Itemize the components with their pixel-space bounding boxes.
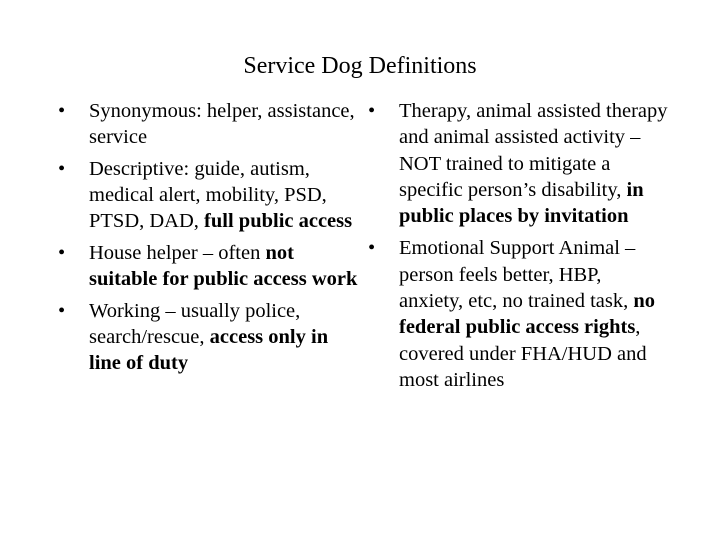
bold-text: full public access <box>204 210 353 232</box>
bullet-item <box>368 235 668 393</box>
bold-text: in public places by invitation <box>399 178 644 228</box>
bullet-dot-icon: • <box>368 237 376 260</box>
bullet-dot-icon: • <box>368 100 376 122</box>
text-run: House helper – often <box>89 242 266 264</box>
bold-text: access only in line of duty <box>89 326 329 374</box>
bullet-item <box>368 98 668 229</box>
bullet-item <box>58 156 358 234</box>
bullet-dot-icon: • <box>58 158 66 180</box>
slide-title: Service Dog Definitions <box>243 53 477 79</box>
bullet-item <box>58 240 358 292</box>
bullet-dot-icon: • <box>58 100 66 122</box>
text-run: , covered under FHA/HUD and most airlines <box>399 316 647 391</box>
text-run: Descriptive: guide, autism, medical alert, mobility, PSD, PTSD, DAD, <box>89 158 327 232</box>
bullet-dot-icon: • <box>58 300 66 322</box>
bullet-dot-icon: • <box>58 242 66 264</box>
bold-text: no federal public access rights <box>399 290 655 339</box>
right-column <box>368 98 668 399</box>
bullet-item <box>58 98 358 150</box>
left-column <box>58 98 358 382</box>
right-bullet-list <box>368 98 668 393</box>
text-run: Emotional Support Animal – person feels better, HBP, anxiety, etc, no trained task, <box>399 237 636 313</box>
text-run: Working – usually police, search/rescue, <box>89 300 301 348</box>
left-bullet-list <box>58 98 358 376</box>
bold-text: not suitable for public access work <box>89 242 358 290</box>
bullet-item <box>58 298 358 376</box>
text-run: Therapy, animal assisted therapy and animal assisted activity – NOT trained to mitigate a specific person’s disability, <box>399 100 668 201</box>
text-run: Synonymous: helper, assistance, service <box>89 100 355 148</box>
